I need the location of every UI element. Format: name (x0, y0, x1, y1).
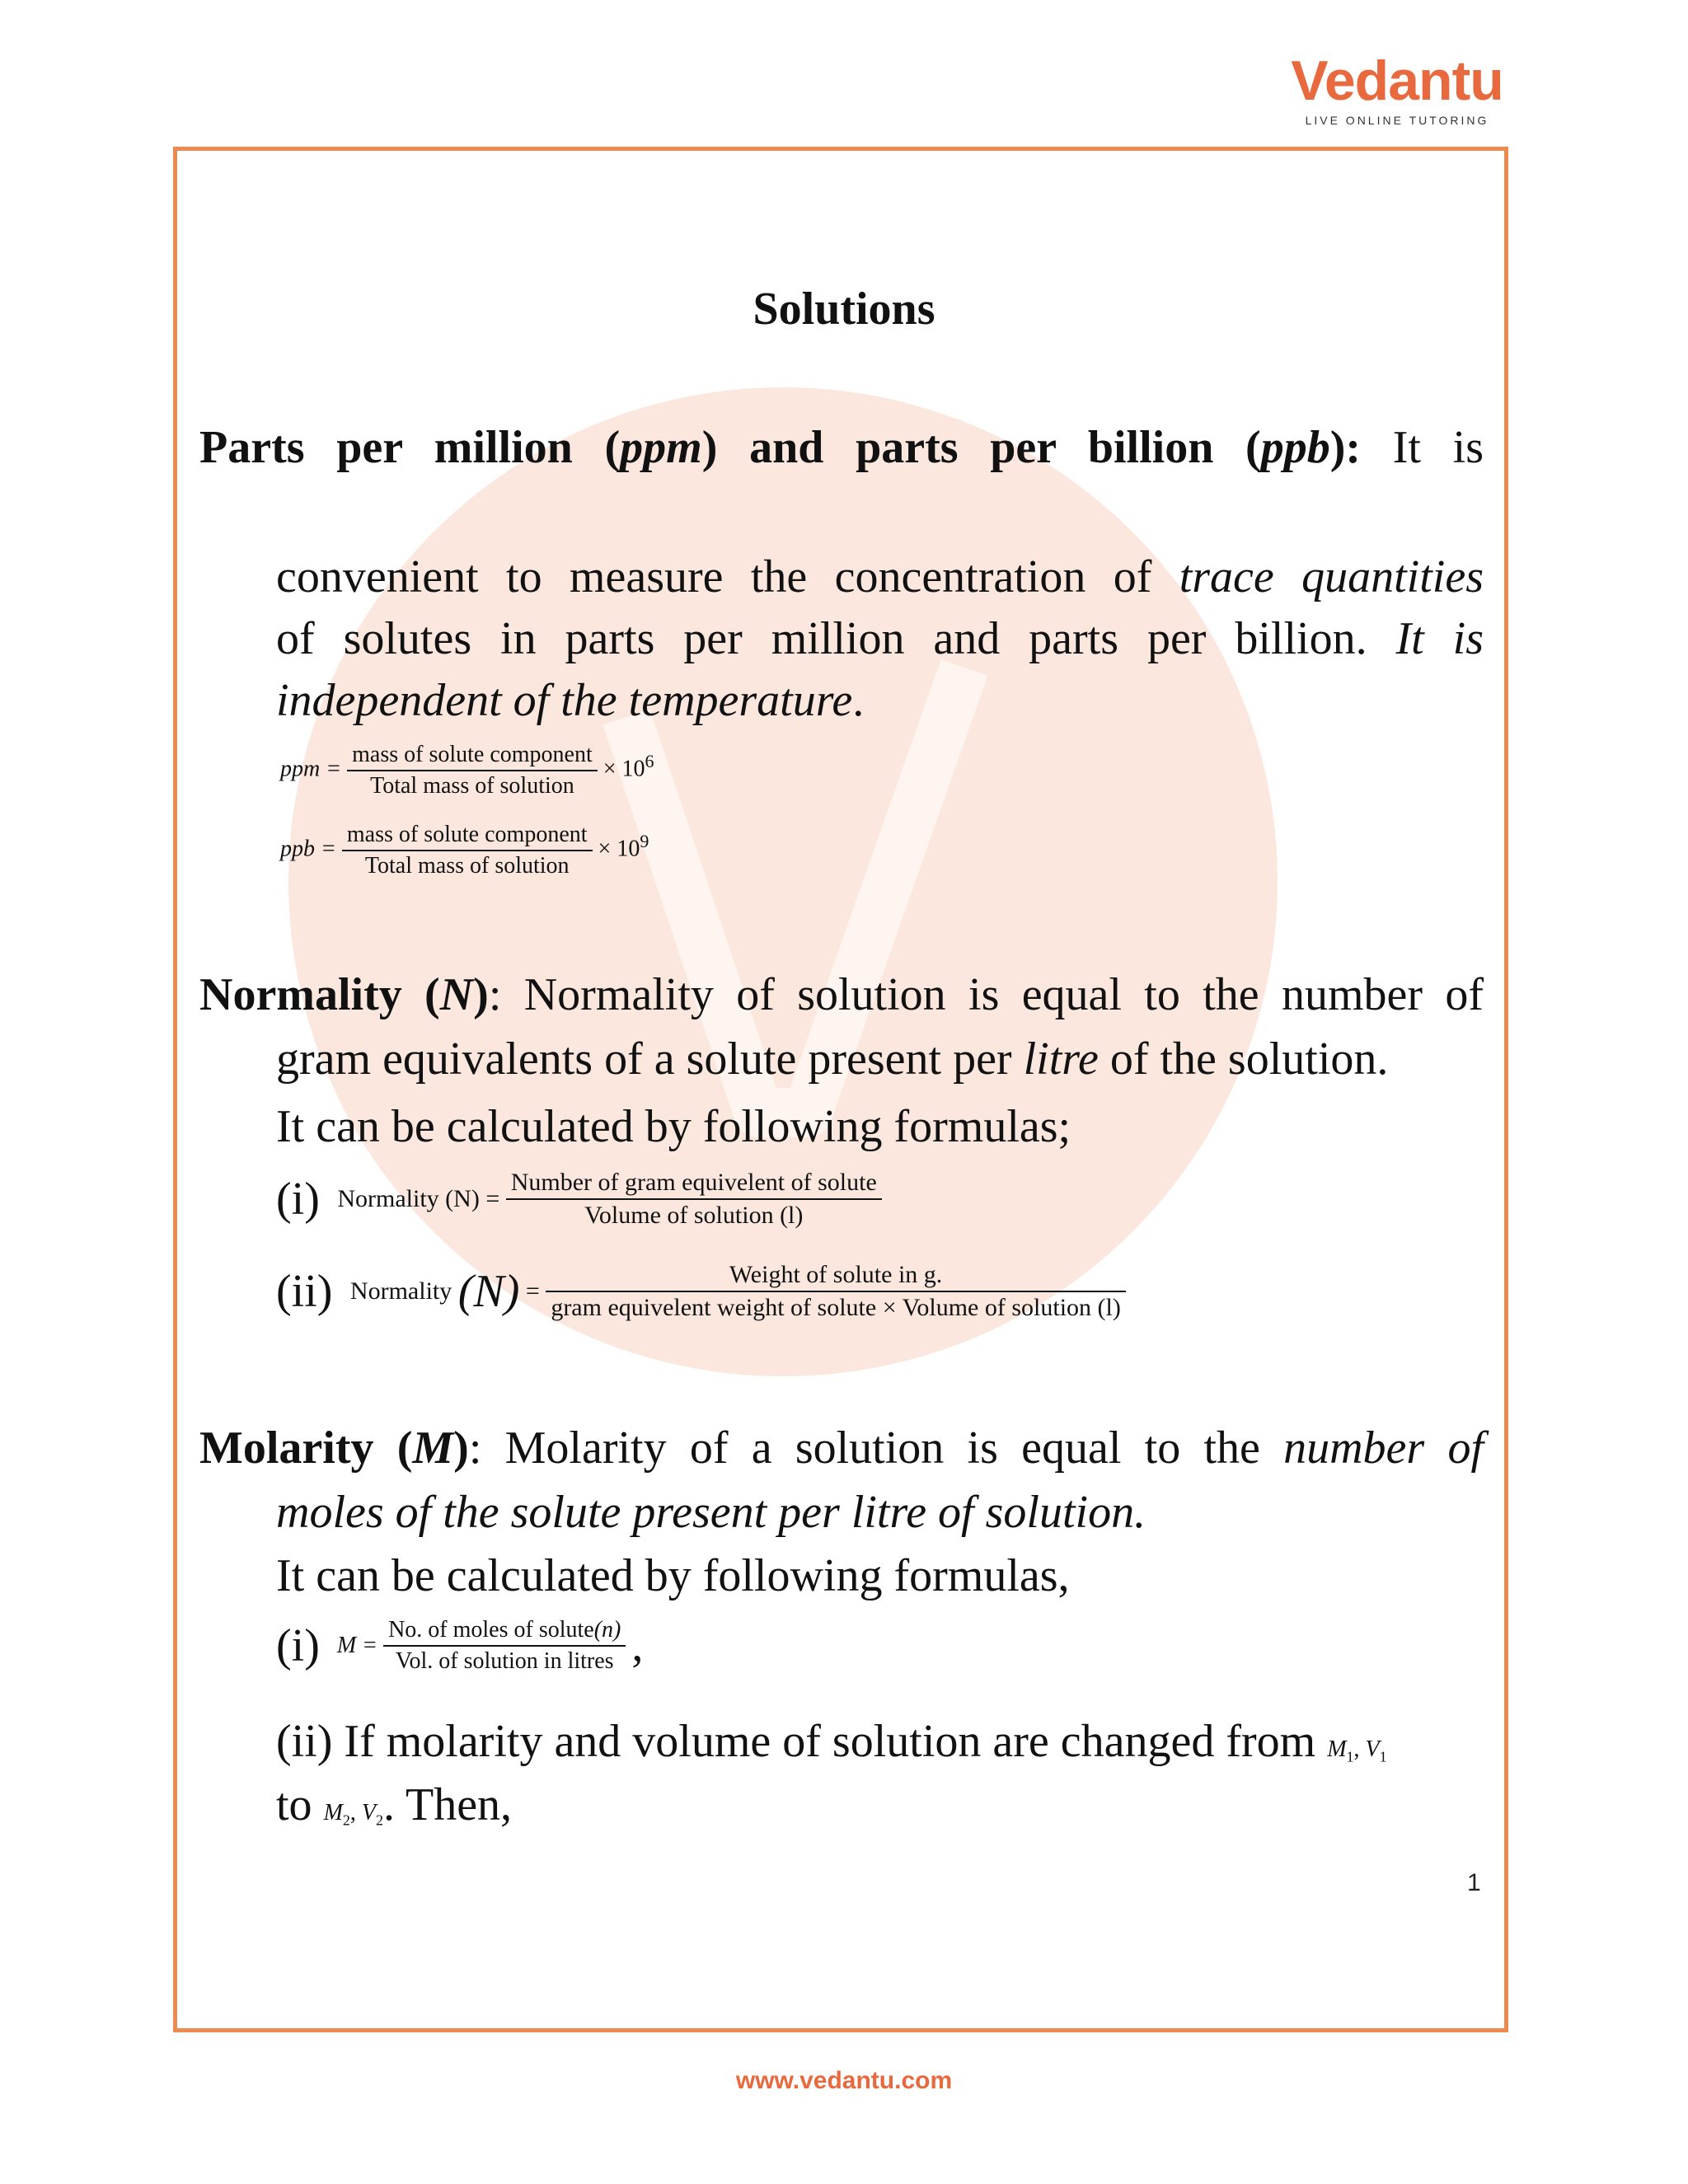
molarity-f1-numerator (383, 1617, 626, 1647)
m2-subscript: 2 (342, 1811, 350, 1829)
ppm-heading (199, 419, 1484, 476)
ppb-equation (280, 822, 649, 879)
trace-quantities-term: trace quantities (1179, 551, 1484, 602)
ppm-denominator: Total mass of solution (370, 773, 574, 799)
document-title: Solutions (753, 284, 935, 335)
normality-f1-lhs: Normality (N) = (337, 1185, 500, 1212)
normality-line-2 (276, 1030, 1388, 1088)
ppb-denominator: Total mass of solution (364, 853, 570, 879)
molarity-f2-then: . Then, (383, 1779, 513, 1830)
molarity-f1-lhs: M = (336, 1633, 378, 1658)
logo-wordmark: Vedantu (1291, 49, 1503, 112)
molarity-f2-line-1 (276, 1713, 1387, 1786)
ppb-eq-lhs: ppb = (280, 836, 336, 862)
molarity-f1-num-n: (n) (593, 1617, 621, 1643)
normality-f1-fraction (506, 1169, 882, 1230)
normality-symbol: N (439, 969, 474, 1020)
normality-f2-symbol: (N) (457, 1266, 520, 1317)
ppb-symbol: ppb (1260, 422, 1330, 473)
ppb-numerator: mass of solute component (342, 822, 593, 851)
molarity-f1-label: (i) (276, 1620, 320, 1671)
v1-subscript: 1 (1379, 1748, 1387, 1765)
molarity-f2-text: (ii) If molarity and volume of solution are changed from (276, 1716, 1316, 1767)
molarity-f1-comma: , (631, 1620, 644, 1671)
normality-term: Normality ( (199, 969, 440, 1020)
ppm-heading-end: ): (1329, 422, 1361, 473)
normality-line-3: It can be calculated by following formulas; (276, 1101, 1071, 1152)
ppm-multiplier: × 10 (603, 756, 645, 782)
vedantu-logo (1290, 51, 1504, 134)
logo-tagline: LIVE ONLINE TUTORING (1305, 114, 1489, 127)
molarity-f1-num-text: No. of moles of solute (388, 1617, 594, 1643)
ppm-line1-text: convenient to measure the concentration of (276, 551, 1179, 602)
formula-1-label: (i) (276, 1174, 320, 1225)
normality-formula-1 (276, 1169, 882, 1230)
normality-line2-a: gram equivalents of a solute present per (276, 1033, 1024, 1085)
normality-f2-equals: = (525, 1277, 540, 1305)
normality-heading (199, 966, 1484, 1024)
normality-definition: : Normality of solution is equal to the number of (488, 969, 1484, 1020)
molarity-line2-italic: moles of the solute present per litre of solution. (276, 1487, 1146, 1538)
v2-subscript: 2 (376, 1811, 383, 1829)
m2-v2-comma: , (349, 1800, 362, 1825)
molarity-formula-1 (276, 1617, 654, 1675)
ppm-symbol: ppm (620, 422, 702, 473)
normality-formula-2 (276, 1261, 1126, 1322)
v1-symbol: V (1365, 1736, 1380, 1762)
normality-f1-denominator: Volume of solution (l) (584, 1202, 804, 1229)
molarity-line-2 (276, 1483, 1146, 1541)
ppb-multiplier: × 10 (598, 836, 640, 862)
molarity-f1-fraction (383, 1617, 626, 1675)
molarity-f2-to: to (276, 1779, 312, 1830)
ppm-body-line-2 (276, 610, 1484, 668)
ppm-equation (280, 742, 654, 799)
litre-term: litre (1023, 1033, 1099, 1085)
m1-v1-comma: , (1353, 1736, 1366, 1762)
ppm-line3-italic: independent of the temperature (276, 675, 853, 726)
normality-f2-fraction (546, 1261, 1126, 1322)
watermark-logo-icon (272, 371, 1294, 1393)
m2-symbol: M (323, 1800, 343, 1825)
page-number: 1 (1467, 1869, 1481, 1896)
ppm-line2-italic: It is (1395, 613, 1484, 664)
normality-f2-denominator: gram equivelent weight of solute × Volume of solution (l) (551, 1294, 1121, 1321)
ppm-heading-mid: ) and parts per billion ( (701, 422, 1261, 473)
ppm-numerator: mass of solute component (347, 742, 598, 771)
ppm-heading-prefix: Parts per million ( (199, 422, 621, 473)
footer-url-link[interactable]: www.vedantu.com (735, 2067, 953, 2094)
ppm-fraction (347, 742, 598, 799)
molarity-heading (199, 1419, 1484, 1477)
molarity-line-3: It can be calculated by following formulas, (276, 1550, 1070, 1601)
ppm-line2-text: of solutes in parts per million and parts per billion. (276, 613, 1396, 664)
formula-2-label: (ii) (276, 1266, 333, 1317)
molarity-definition: : Molarity of a solution is equal to the (468, 1422, 1284, 1474)
ppm-line3-end: . (852, 675, 865, 726)
molarity-definition-italic: number of (1283, 1422, 1484, 1474)
ppb-fraction (342, 822, 593, 879)
m1-subscript: 1 (1346, 1748, 1354, 1765)
molarity-close: ) (453, 1422, 469, 1474)
ppm-eq-lhs: ppm = (280, 756, 342, 782)
normality-line2-c: of the solution. (1098, 1033, 1389, 1085)
normality-f1-numerator: Number of gram equivelent of solute (506, 1169, 882, 1200)
ppm-body-line-3 (276, 672, 864, 729)
molarity-term: Molarity ( (199, 1422, 413, 1474)
m1-v1-symbols (1327, 1736, 1387, 1765)
normality-close: ) (473, 969, 489, 1020)
ppm-body-line-1 (276, 548, 1484, 606)
molarity-symbol: M (412, 1422, 454, 1474)
m1-symbol: M (1327, 1736, 1347, 1762)
ppm-heading-tail: It is (1392, 422, 1484, 473)
normality-f2-numerator: Weight of solute in g. (546, 1261, 1126, 1292)
ppb-exponent: 9 (640, 831, 649, 852)
normality-f2-lhs: Normality (349, 1277, 452, 1305)
molarity-f1-denominator: Vol. of solution in litres (395, 1648, 614, 1674)
ppm-exponent: 6 (645, 751, 654, 772)
m2-v2-symbols (323, 1800, 383, 1829)
v2-symbol: V (361, 1800, 376, 1825)
molarity-f2-line-2 (276, 1776, 512, 1849)
